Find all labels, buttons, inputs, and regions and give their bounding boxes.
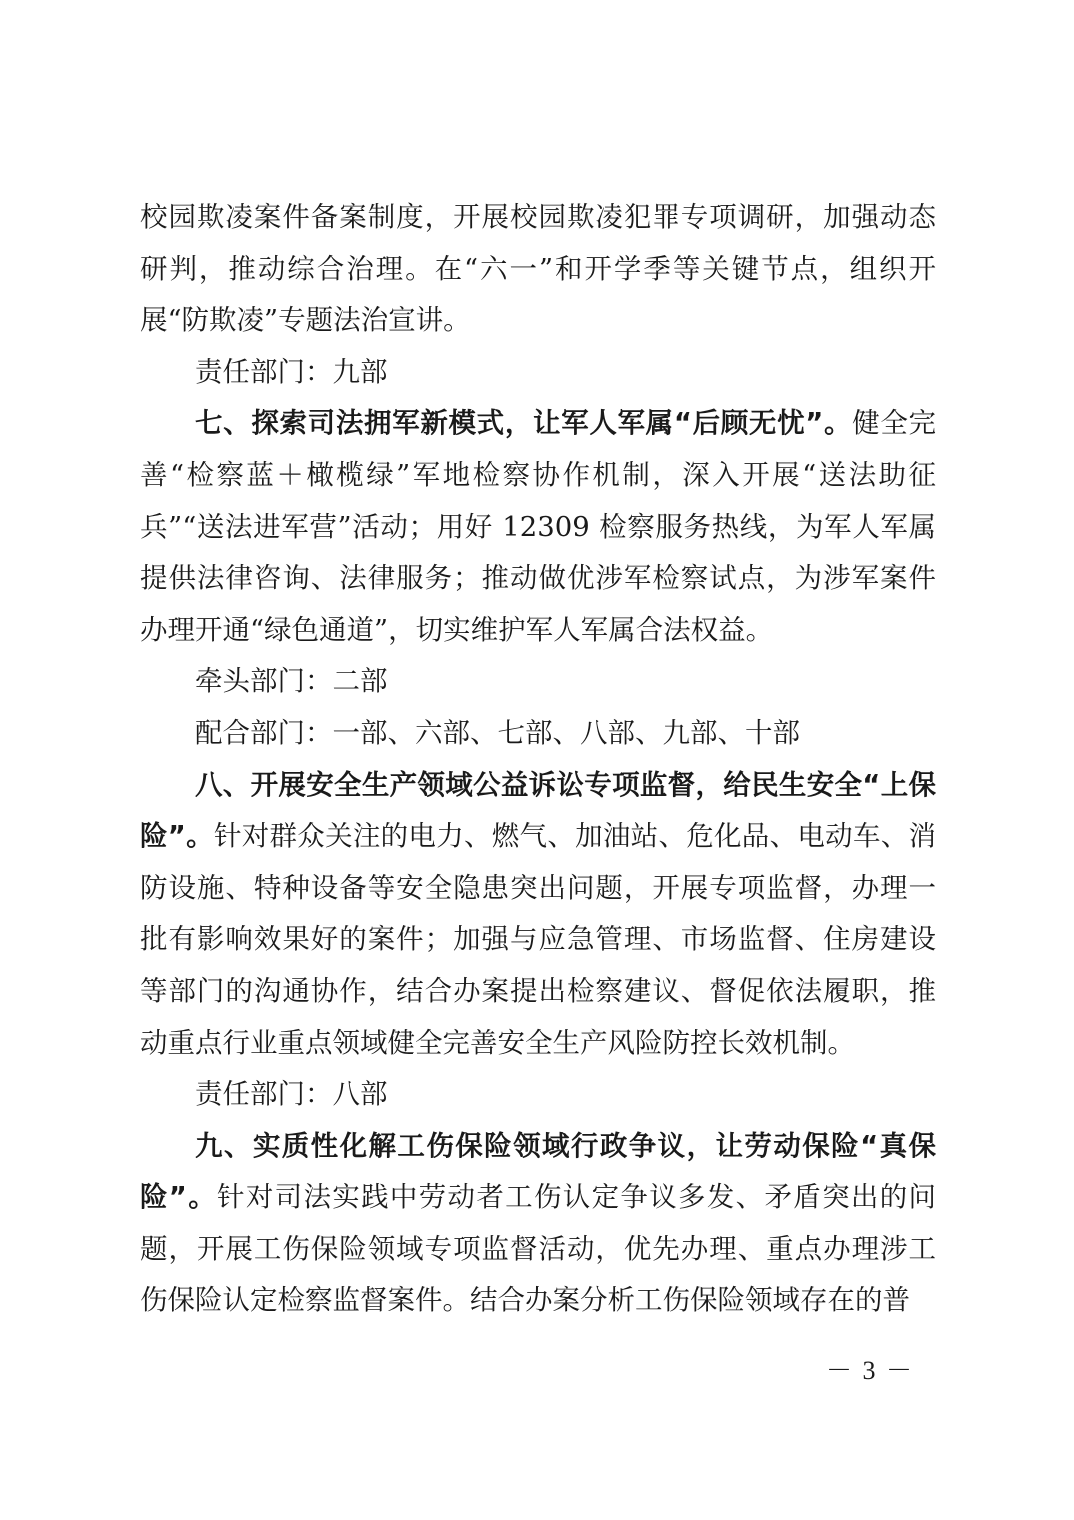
- section-seven-body: 健全完善“检察蓝＋橄榄绿”军地检察协作机制，深入开展“送法助征兵”“送法进军营”活动；用好 12309 检察服务热线，为军人军属提供法律咨询、法律服务；推动做优涉军检察试点，为涉军案件办理开通“绿色通道”，切实维护军人军属合法权益。: [140, 407, 936, 646]
- section-nine: [140, 1121, 936, 1327]
- responsible-department: 责任部门：九部: [195, 355, 388, 388]
- responsible-department: 责任部门：八部: [195, 1078, 388, 1111]
- section-eight-body: 针对群众关注的电力、燃气、加油站、危化品、电动车、消防设施、特种设备等安全隐患突出问题，开展专项监督，办理一批有影响效果好的案件；加强与应急管理、市场监督、住房建设等部门的沟通协作，结合办案提出检察建议、督促依法履职，推动重点行业重点领域健全完善安全生产风险防控长效机制。: [140, 820, 937, 1059]
- page-number: － 3 －: [825, 1356, 914, 1385]
- section-nine-body: 针对司法实践中劳动者工伤认定争议多发、矛盾突出的问题，开展工伤保险领域专项监督活动，优先办理、重点办理涉工伤保险认定检察监督案件。结合办案分析工伤保险领域存在的普: [140, 1181, 936, 1317]
- cooperating-departments: 配合部门：一部、六部、七部、八部、九部、十部: [195, 716, 800, 749]
- section-seven: [140, 398, 936, 656]
- document-body: [140, 192, 936, 1327]
- section-eight: [140, 760, 936, 1070]
- paragraph-continuation: 校园欺凌案件备案制度，开展校园欺凌犯罪专项调研，加强动态研判，推动综合治理。在“六一”和开学季等关键节点，组织开展“防欺凌”专题法治宣讲。: [140, 201, 936, 337]
- section-eight-heading: 八、开展安全生产领域公益诉讼专项监督，给民生安全“上保险”。: [140, 768, 936, 853]
- section-seven-heading: 七、探索司法拥军新模式，让军人军属“后顾无忧”。: [195, 407, 853, 440]
- section-nine-heading: 九、实质性化解工伤保险领域行政争议，让劳动保险“真保险”。: [140, 1129, 936, 1214]
- lead-department: 牵头部门：二部: [195, 665, 388, 698]
